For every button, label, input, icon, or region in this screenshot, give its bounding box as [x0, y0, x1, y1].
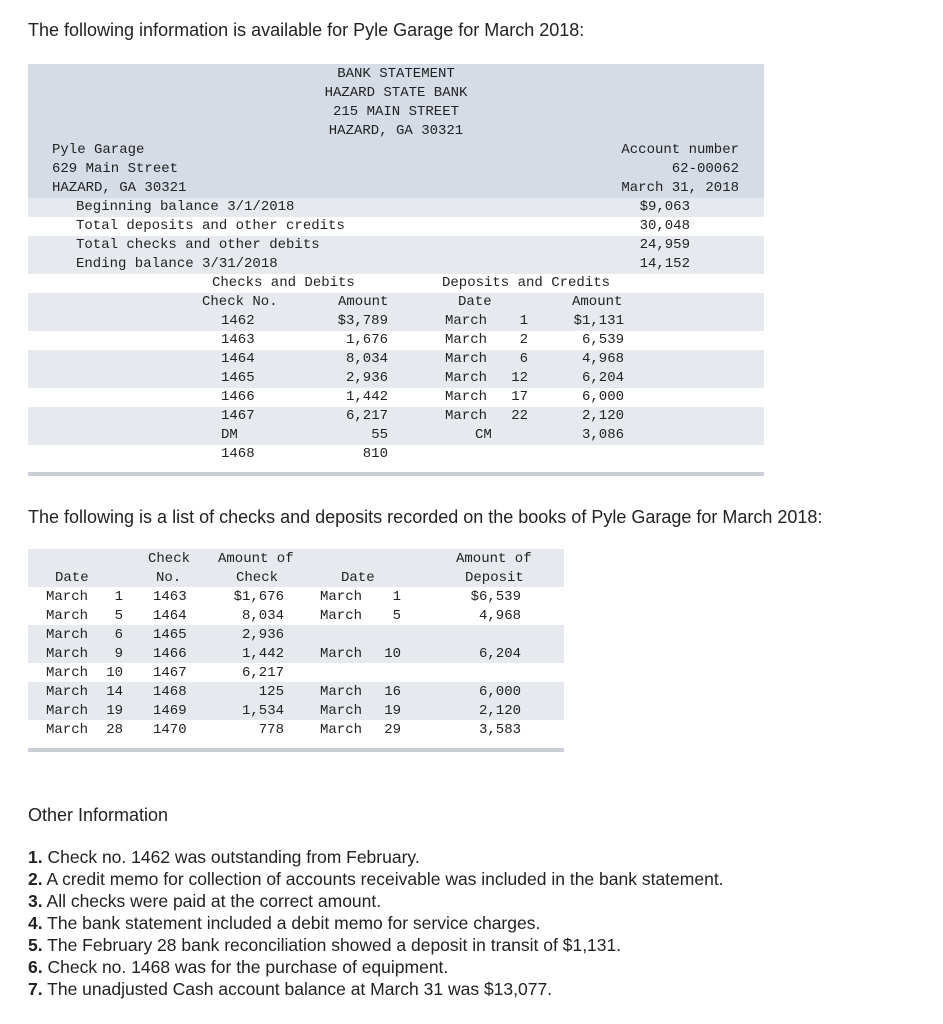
book-deposit-month: March — [320, 608, 363, 624]
bank-deposit-amount: 6,000 — [581, 389, 624, 405]
book-check-month: March — [46, 608, 89, 624]
bank-check-no: 1463 — [221, 332, 255, 348]
book-deposit-day: 29 — [384, 722, 401, 738]
other-info-item: 7. The unadjusted Cash account balance at March 31 was $13,077. — [28, 979, 553, 999]
account-number: 62-00062 — [671, 161, 739, 177]
bank-check-amount: 810 — [362, 446, 388, 462]
h-date-2: Date — [341, 570, 375, 586]
other-info-item: 5. The February 28 bank reconciliation showed a deposit in transit of $1,131. — [28, 935, 622, 955]
book-check-day: 1 — [114, 589, 123, 605]
intro-text: The following information is available for Pyle Garage for March 2018: — [28, 20, 585, 40]
bank-bottom-rule — [28, 472, 764, 476]
summary-value: 30,048 — [639, 218, 690, 234]
bank-deposit-day: 1 — [519, 313, 528, 329]
bank-check-amount: $3,789 — [337, 313, 388, 329]
bank-deposit-amount: 3,086 — [581, 427, 624, 443]
bank-check-amount: 6,217 — [345, 408, 388, 424]
bank-deposit-month: March — [445, 332, 488, 348]
other-info-item: 4. The bank statement included a debit memo for service charges. — [28, 913, 541, 933]
book-deposit-month: March — [320, 684, 363, 700]
summary-value: 14,152 — [639, 256, 690, 272]
h-amount-bottom: Check — [236, 570, 279, 586]
book-check-day: 9 — [114, 646, 123, 662]
book-deposit-month: March — [320, 646, 363, 662]
bank-title: BANK STATEMENT — [337, 66, 455, 82]
other-info-list — [28, 846, 724, 1000]
book-check-amount: 2,936 — [241, 627, 284, 643]
checks-debits-title: Checks and Debits — [212, 275, 355, 291]
book-deposit-day: 19 — [384, 703, 401, 719]
bank-check-no: 1466 — [221, 389, 255, 405]
bank-deposit-amount: 6,539 — [581, 332, 624, 348]
bank-deposit-month: March — [445, 408, 488, 424]
bank-street: 215 MAIN STREET — [332, 104, 460, 120]
account-label: Account number — [621, 142, 739, 158]
summary-label: Ending balance 3/31/2018 — [76, 256, 278, 272]
book-deposit-amount: 4,968 — [478, 608, 521, 624]
books-table — [28, 549, 564, 754]
bank-deposit-month: March — [445, 351, 488, 367]
book-check-day: 19 — [106, 703, 123, 719]
other-info-item: 3. All checks were paid at the correct amount. — [28, 891, 382, 911]
book-deposit-amount: 3,583 — [478, 722, 521, 738]
bank-statement — [28, 64, 764, 476]
book-deposit-day: 16 — [384, 684, 401, 700]
summary-label: Beginning balance 3/1/2018 — [76, 199, 295, 215]
book-check-no: 1465 — [153, 627, 187, 643]
customer-city: HAZARD, GA 30321 — [52, 180, 187, 196]
bank-check-amount: 1,442 — [345, 389, 388, 405]
summary-value: 24,959 — [639, 237, 690, 253]
bank-deposit-month: March — [445, 313, 488, 329]
bank-check-no: 1465 — [221, 370, 255, 386]
bank-deposit-amount: 4,968 — [581, 351, 624, 367]
bank-deposit-month: CM — [475, 427, 492, 443]
bank-deposit-day: 12 — [511, 370, 528, 386]
bank-check-amount: 2,936 — [345, 370, 388, 386]
bank-deposit-day: 22 — [511, 408, 528, 424]
h-deposit-bottom: Deposit — [465, 570, 524, 586]
book-check-amount: 1,442 — [241, 646, 284, 662]
bank-check-no: 1467 — [221, 408, 255, 424]
book-check-no: 1470 — [153, 722, 187, 738]
book-check-month: March — [46, 589, 89, 605]
other-info-item: 1. Check no. 1462 was outstanding from February. — [28, 847, 420, 867]
book-check-amount: 125 — [258, 684, 284, 700]
other-info-item: 6. Check no. 1468 was for the purchase of equipment. — [28, 957, 449, 977]
book-deposit-amount: 6,000 — [478, 684, 521, 700]
bank-check-amount: 55 — [371, 427, 388, 443]
bank-check-no: 1468 — [221, 446, 255, 462]
bank-city: HAZARD, GA 30321 — [328, 123, 464, 139]
books-intro-text: The following is a list of checks and deposits recorded on the books of Pyle Garage for March 2018: — [28, 507, 823, 527]
book-check-day: 14 — [106, 684, 123, 700]
book-check-day: 10 — [106, 665, 123, 681]
customer-name: Pyle Garage — [52, 142, 145, 158]
other-info-title: Other Information — [28, 805, 169, 825]
h-deposit-top: Amount of — [456, 551, 532, 567]
book-check-month: March — [46, 684, 89, 700]
book-check-month: March — [46, 722, 89, 738]
book-check-month: March — [46, 703, 89, 719]
summary-label: Total deposits and other credits — [76, 218, 345, 234]
book-check-no: 1469 — [153, 703, 187, 719]
h-amount-top: Amount of — [218, 551, 294, 567]
h-check-top: Check — [148, 551, 191, 567]
bank-check-no: DM — [221, 427, 238, 443]
bank-check-no: 1464 — [221, 351, 255, 367]
book-check-month: March — [46, 665, 89, 681]
bank-deposit-amount: $1,131 — [573, 313, 624, 329]
h-check-bottom: No. — [156, 570, 182, 586]
col-date: Date — [458, 294, 492, 310]
book-deposit-month: March — [320, 703, 363, 719]
h-date-1: Date — [55, 570, 89, 586]
bank-check-no: 1462 — [221, 313, 255, 329]
book-check-no: 1466 — [153, 646, 187, 662]
deposits-credits-title: Deposits and Credits — [442, 275, 611, 291]
book-check-month: March — [46, 646, 89, 662]
book-check-day: 28 — [106, 722, 123, 738]
book-deposit-amount: $6,539 — [470, 589, 521, 605]
bank-check-amount: 1,676 — [345, 332, 388, 348]
book-check-month: March — [46, 627, 89, 643]
book-check-day: 5 — [114, 608, 123, 624]
book-check-no: 1464 — [153, 608, 187, 624]
bank-deposit-day: 2 — [519, 332, 528, 348]
bank-deposit-month: March — [445, 370, 488, 386]
book-deposit-day: 1 — [392, 589, 401, 605]
statement-date: March 31, 2018 — [621, 180, 739, 196]
summary-value: $9,063 — [639, 199, 690, 215]
col-amount: Amount — [338, 294, 389, 310]
book-check-no: 1468 — [153, 684, 187, 700]
summary-label: Total checks and other debits — [76, 237, 320, 253]
book-check-no: 1463 — [153, 589, 187, 605]
bank-deposit-day: 6 — [519, 351, 528, 367]
book-deposit-month: March — [320, 589, 363, 605]
col-check-no: Check No. — [202, 294, 278, 310]
book-deposit-amount: 6,204 — [478, 646, 521, 662]
bank-name: HAZARD STATE BANK — [324, 85, 468, 101]
books-bottom-rule — [28, 748, 564, 752]
bank-deposit-day: 17 — [511, 389, 528, 405]
book-check-amount: 6,217 — [241, 665, 284, 681]
col-amount-2: Amount — [572, 294, 623, 310]
book-deposit-day: 5 — [392, 608, 401, 624]
book-check-amount: $1,676 — [233, 589, 284, 605]
book-deposit-month: March — [320, 722, 363, 738]
book-deposit-day: 10 — [384, 646, 401, 662]
book-check-no: 1467 — [153, 665, 187, 681]
bank-deposit-amount: 2,120 — [581, 408, 624, 424]
book-check-amount: 8,034 — [241, 608, 284, 624]
book-check-day: 6 — [114, 627, 123, 643]
customer-street: 629 Main Street — [52, 161, 179, 177]
bank-deposit-amount: 6,204 — [581, 370, 624, 386]
bank-check-amount: 8,034 — [345, 351, 388, 367]
other-info-item: 2. A credit memo for collection of accounts receivable was included in the bank statement. — [28, 869, 724, 889]
bank-deposit-month: March — [445, 389, 488, 405]
book-check-amount: 1,534 — [241, 703, 284, 719]
book-check-amount: 778 — [258, 722, 284, 738]
book-deposit-amount: 2,120 — [478, 703, 521, 719]
